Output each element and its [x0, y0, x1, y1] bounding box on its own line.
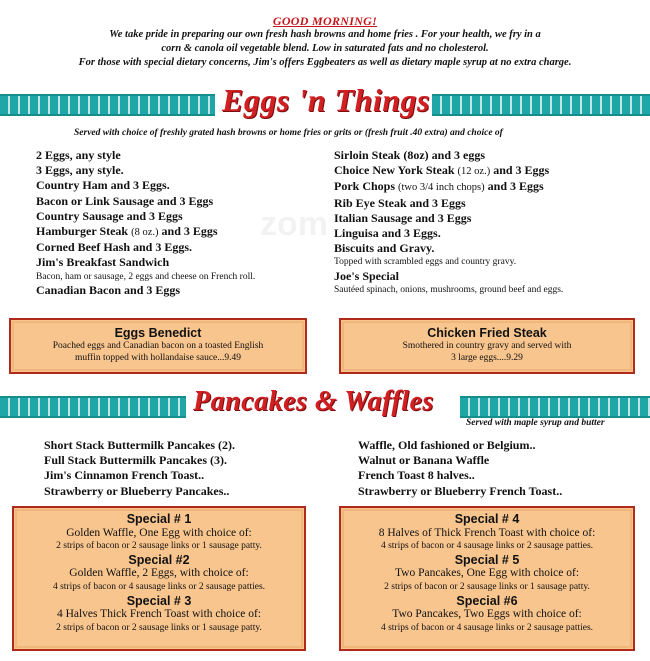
special-sub: 2 strips of bacon or 2 sausage links or 1 sausage patty.	[384, 581, 590, 592]
special-main: Two Pancakes, One Egg with choice of:	[394, 567, 580, 580]
menu-item-rest: and 3 Eggs	[484, 179, 544, 194]
menu-item: Jim's Breakfast Sandwich	[36, 255, 170, 270]
menu-item: Rib Eye Steak and 3 Eggs	[334, 195, 466, 210]
pancakes-subtitle: Served with maple syrup and butter	[466, 418, 605, 428]
menu-item: Biscuits and Gravy.	[334, 241, 435, 256]
pancakes-right-column	[358, 438, 648, 499]
menu-item: Sirloin Steak (8oz) and 3 eggs	[334, 148, 486, 162]
menu-item-note: (8 oz.)	[131, 227, 159, 239]
special-main: Golden Waffle, One Egg with choice of:	[66, 526, 252, 539]
special-title: Special #2	[128, 552, 190, 567]
menu-item-name: Pork Chops	[334, 179, 396, 194]
intro-heading: GOOD MORNING!	[272, 14, 378, 28]
box-line: Smothered in country gravy and served with	[402, 341, 572, 351]
pancakes-section-title: Pancakes & Waffles	[193, 386, 434, 417]
special-title: Special # 5	[454, 552, 520, 567]
menu-item: Jim's Cinnamon French Toast..	[44, 468, 205, 483]
intro-line-3: For those with special dietary concerns, Jim's offers Eggbeaters as well as dietary maple syrup at no extra charge.	[78, 57, 572, 68]
watermark: zom	[260, 205, 328, 243]
box-line: 3 large eggs....9.29	[451, 353, 523, 363]
special-main: Golden Waffle, 2 Eggs, with choice of:	[69, 567, 249, 580]
special-title: Special # 1	[126, 512, 192, 526]
menu-item: Country Ham and 3 Eggs.	[36, 178, 170, 193]
box-line: Poached eggs and Canadian bacon on a toasted English	[52, 341, 264, 351]
special-sub: 2 strips of bacon or 2 sausage links or 1 sausage patty.	[56, 622, 262, 633]
specials-right-box	[339, 506, 635, 651]
special-sub: 2 strips of bacon or 2 sausage links or 1 sausage patty.	[56, 541, 262, 552]
menu-item: Strawberry or Blueberry French Toast..	[358, 483, 563, 498]
special-sub: 4 strips of bacon or 4 sausage links or 2 sausage patties.	[52, 581, 266, 592]
intro-line-2: corn & canola oil vegetable blend. Low in saturated fats and no cholesterol.	[161, 43, 489, 54]
menu-item: Bacon or Link Sausage and 3 Eggs	[36, 193, 214, 208]
eggs-right-column	[334, 148, 646, 297]
menu-item	[334, 179, 646, 195]
menu-item: Walnut or Banana Waffle	[358, 453, 490, 468]
eggs-benedict-box	[9, 318, 307, 374]
special-title: Special # 3	[126, 593, 192, 608]
box-line: muffin topped with hollandaise sauce...9.49	[74, 353, 242, 363]
specials-left-box	[12, 506, 306, 651]
menu-item: Waffle, Old fashioned or Belgium..	[358, 438, 536, 452]
menu-item: Linguisa and 3 Eggs.	[334, 226, 441, 241]
menu-item: Joe's Special	[334, 268, 399, 283]
special-main: Two Pancakes, Two Eggs with choice of:	[392, 608, 582, 621]
eggs-band-left	[0, 94, 215, 116]
menu-item: 2 Eggs, any style	[36, 148, 121, 162]
menu-item	[36, 224, 336, 240]
intro-line-1: We take pride in preparing our own fresh hash browns and home fries . For your health, we fry in a	[109, 29, 541, 40]
box-title: Chicken Fried Steak	[427, 326, 547, 340]
pancakes-band-right	[460, 396, 650, 418]
menu-item-desc: Topped with scrambled eggs and country gravy.	[334, 257, 517, 268]
menu-item-rest: and 3 Eggs	[158, 224, 218, 239]
special-sub: 4 strips of bacon or 4 sausage links or 2 sausage patties.	[380, 541, 594, 552]
menu-item-name: Hamburger Steak	[36, 224, 129, 239]
menu-item: Strawberry or Blueberry Pancakes..	[44, 483, 230, 498]
menu-item-name: Choice New York Steak	[334, 163, 455, 178]
box-title: Eggs Benedict	[114, 326, 202, 340]
eggs-subtitle: Served with choice of freshly grated hash browns or home fries or grits or (fresh fruit .40 extra) and choice of	[74, 128, 503, 138]
menu-item: 3 Eggs, any style.	[36, 163, 124, 178]
menu-item: Canadian Bacon and 3 Eggs	[36, 283, 181, 298]
eggs-section-title: Eggs 'n Things	[222, 82, 430, 118]
menu-item-rest: and 3 Eggs	[490, 163, 550, 178]
menu-item: Full Stack Buttermilk Pancakes (3).	[44, 453, 227, 468]
menu-item-note: (two 3/4 inch chops)	[398, 182, 485, 194]
menu-item: Corned Beef Hash and 3 Eggs.	[36, 240, 193, 255]
intro	[0, 14, 650, 70]
special-title: Special #6	[456, 593, 518, 608]
menu-item-desc: Bacon, ham or sausage, 2 eggs and cheese on French roll.	[36, 271, 256, 282]
menu-item-desc: Sautéed spinach, onions, mushrooms, ground beef and eggs.	[334, 285, 564, 296]
menu-item: Italian Sausage and 3 Eggs	[334, 210, 472, 225]
menu-item: French Toast 8 halves..	[358, 468, 475, 483]
menu-item: Country Sausage and 3 Eggs	[36, 208, 183, 223]
special-main: 4 Halves Thick French Toast with choice of:	[56, 608, 262, 621]
pancakes-left-column	[44, 438, 334, 499]
pancakes-band-left	[0, 396, 186, 418]
eggs-band-right	[432, 94, 650, 116]
special-main: 8 Halves of Thick French Toast with choice of:	[378, 526, 596, 539]
special-title: Special # 4	[454, 512, 520, 526]
eggs-left-column	[36, 148, 336, 298]
special-sub: 4 strips of bacon or 4 sausage links or 2 sausage patties.	[380, 622, 594, 633]
menu-item: Short Stack Buttermilk Pancakes (2).	[44, 438, 235, 452]
menu-item-note: (12 oz.)	[457, 166, 491, 178]
chicken-fried-steak-box	[339, 318, 635, 374]
menu-item	[334, 163, 646, 179]
